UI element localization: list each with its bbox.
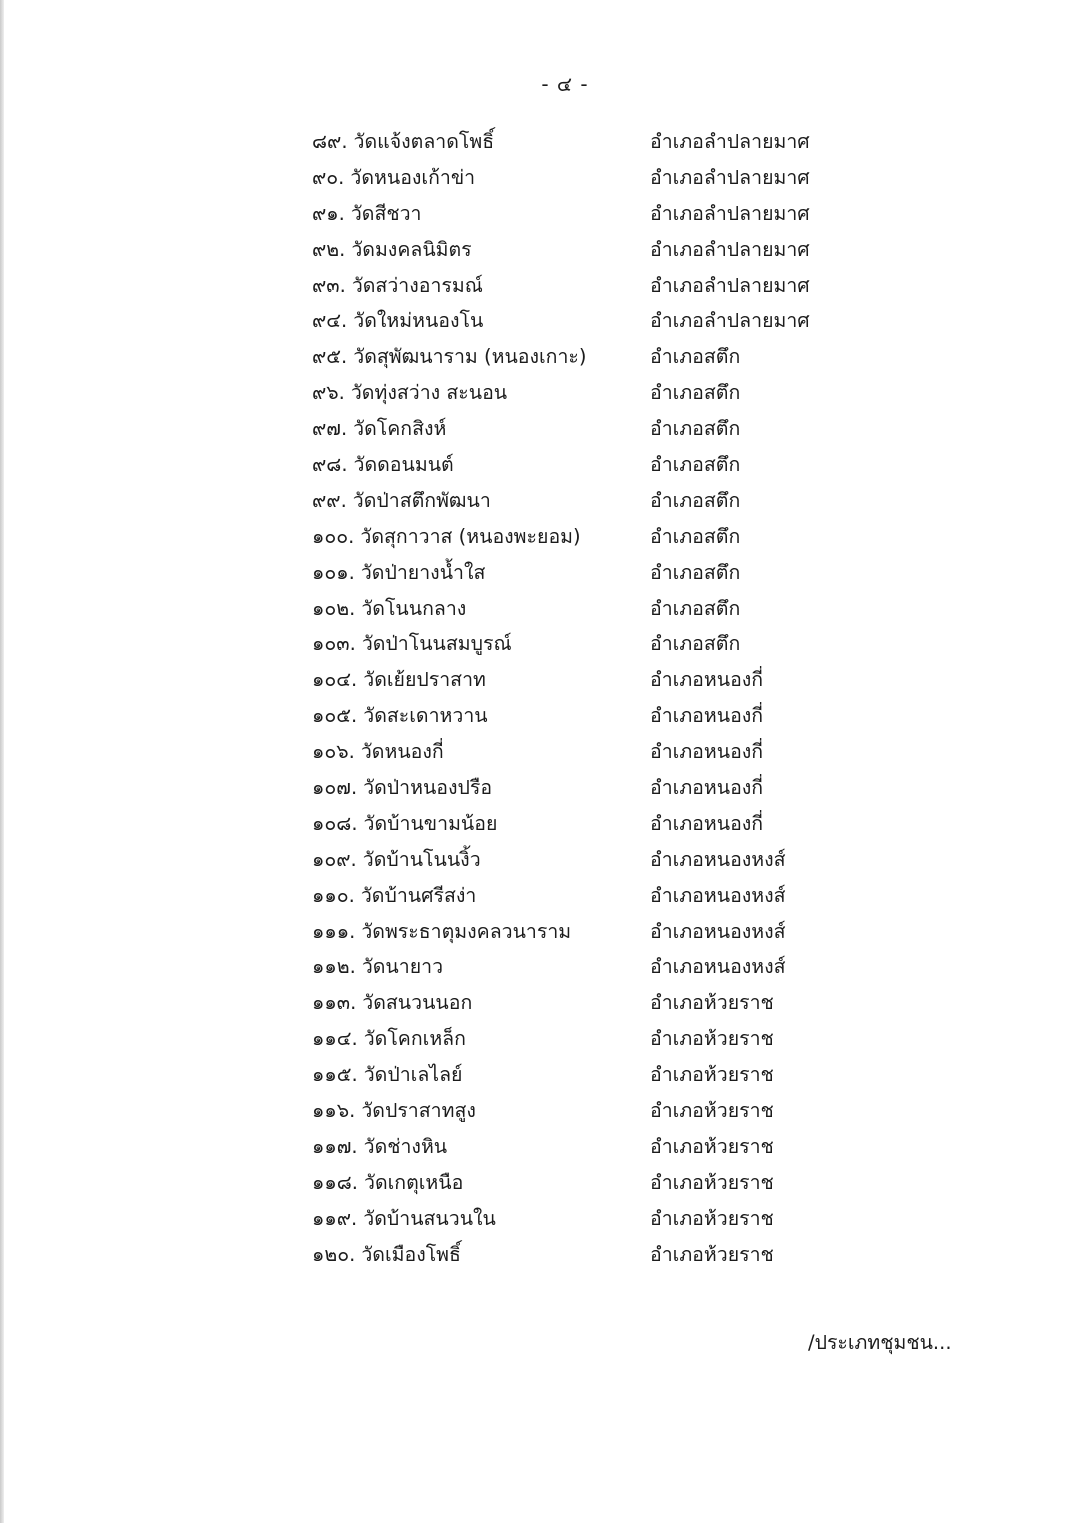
entry-index: ๑๑๔. xyxy=(312,1027,358,1051)
district-name: อำเภอสตึก xyxy=(650,524,741,548)
list-item xyxy=(0,196,1075,232)
district-name: อำเภอสตึก xyxy=(650,488,741,512)
district-name: อำเภอสตึก xyxy=(650,560,741,584)
temple-name: วัดใหม่หนองโน xyxy=(353,309,484,333)
list-item xyxy=(0,1165,1075,1201)
entry-index: ๙๖. xyxy=(312,381,345,405)
entry-index: ๑๐๑. xyxy=(312,560,355,584)
temple-name: วัดทุ่งสว่าง สะนอน xyxy=(350,381,508,405)
list-item xyxy=(0,124,1075,160)
list-item xyxy=(0,339,1075,375)
temple-name: วัดป่าโนนสมบูรณ์ xyxy=(361,632,512,656)
list-item xyxy=(0,411,1075,447)
entry-index: ๑๑๑. xyxy=(312,919,356,943)
temple-name: วัดเย้ยปราสาท xyxy=(363,668,486,692)
temple-name: วัดป่าสตึกพัฒนา xyxy=(352,488,491,512)
list-item xyxy=(0,591,1075,627)
list-item xyxy=(0,519,1075,555)
entry-number xyxy=(312,698,488,734)
list-item xyxy=(0,949,1075,985)
entry-index: ๙๗. xyxy=(312,417,348,441)
list-item xyxy=(0,806,1075,842)
district-name: อำเภอห้วยราช xyxy=(650,1206,774,1230)
temple-name: วัดแจ้งตลาดโพธิ์ xyxy=(353,130,495,153)
district-name: อำเภอสตึก xyxy=(650,345,741,369)
entry-number xyxy=(312,411,446,447)
entry-number xyxy=(312,1057,462,1093)
entry-number xyxy=(312,734,444,770)
list-item xyxy=(0,232,1075,268)
entry-number xyxy=(312,447,454,483)
entry-number xyxy=(312,1201,496,1237)
district-name: อำเภอห้วยราช xyxy=(650,1242,774,1266)
temple-name: วัดเมืองโพธิ์ xyxy=(361,1242,461,1266)
entry-index: ๙๓. xyxy=(312,273,346,297)
entry-number xyxy=(312,196,422,232)
entry-number xyxy=(312,770,492,806)
continuation-note: /ประเภทชุมชน... xyxy=(808,1331,952,1354)
temple-name: วัดหนองกี่ xyxy=(360,740,444,764)
entry-index: ๑๑๖. xyxy=(312,1099,356,1123)
list-item xyxy=(0,626,1075,662)
district-name: อำเภอหนองหงส์ xyxy=(650,883,786,907)
temple-name: วัดดอนมนต์ xyxy=(353,453,454,477)
district-name: อำเภอหนองกี่ xyxy=(650,704,764,728)
entry-number xyxy=(312,375,507,411)
district-name: อำเภอลำปลายมาศ xyxy=(650,273,810,297)
temple-name: วัดโคกสิงห์ xyxy=(353,417,447,441)
entry-index: ๑๐๙. xyxy=(312,847,357,871)
entry-index: ๑๐๐. xyxy=(312,524,355,548)
entry-number xyxy=(312,1237,461,1273)
entry-index: ๙๕. xyxy=(312,345,348,369)
temple-name: วัดโนนกลาง xyxy=(361,596,467,620)
list-item xyxy=(0,842,1075,878)
list-item xyxy=(0,268,1075,304)
list-item xyxy=(0,878,1075,914)
district-name: อำเภอลำปลายมาศ xyxy=(650,237,810,261)
entry-index: ๙๔. xyxy=(312,309,348,333)
temple-name: วัดป่ายางน้ำใส xyxy=(360,560,486,584)
entry-index: ๑๐๖. xyxy=(312,740,355,764)
entry-number xyxy=(312,842,481,878)
entry-number xyxy=(312,1021,466,1057)
district-name: อำเภอลำปลายมาศ xyxy=(650,165,810,189)
district-name: อำเภอสตึก xyxy=(650,417,741,441)
entry-index: ๑๐๕. xyxy=(312,704,358,728)
entry-index: ๘๙. xyxy=(312,130,348,153)
entry-number xyxy=(312,591,466,627)
temple-name: วัดป่าเลไลย์ xyxy=(363,1063,463,1087)
temple-name: วัดสะเดาหวาน xyxy=(363,704,488,728)
district-name: อำเภอห้วยราช xyxy=(650,1099,774,1123)
entry-number xyxy=(312,949,443,985)
district-name: อำเภอหนองหงส์ xyxy=(650,955,786,979)
list-item xyxy=(0,447,1075,483)
list-item xyxy=(0,1021,1075,1057)
list-item xyxy=(0,698,1075,734)
list-item xyxy=(0,914,1075,950)
list-item xyxy=(0,303,1075,339)
district-name: อำเภอลำปลายมาศ xyxy=(650,130,810,153)
entry-index: ๑๑๐. xyxy=(312,883,355,907)
district-name: อำเภอหนองหงส์ xyxy=(650,919,786,943)
temple-list xyxy=(0,124,1075,1273)
district-name: อำเภอห้วยราช xyxy=(650,1170,774,1194)
list-item xyxy=(0,1129,1075,1165)
temple-name: วัดช่างหิน xyxy=(363,1134,448,1158)
temple-name: วัดบ้านขามน้อย xyxy=(363,811,498,835)
temple-name: วัดสนวนนอก xyxy=(362,991,473,1015)
list-item xyxy=(0,1237,1075,1273)
entry-number xyxy=(312,555,485,591)
district-name: อำเภอสตึก xyxy=(650,596,741,620)
list-item xyxy=(0,734,1075,770)
entry-index: ๑๐๔. xyxy=(312,668,358,692)
entry-number xyxy=(312,1093,476,1129)
entry-index: ๑๑๓. xyxy=(312,991,357,1015)
entry-number xyxy=(312,483,491,519)
entry-index: ๑๒๐. xyxy=(312,1242,356,1266)
list-item xyxy=(0,160,1075,196)
district-name: อำเภอห้วยราช xyxy=(650,1134,774,1158)
temple-name: วัดเกตุเหนือ xyxy=(364,1170,464,1194)
list-item xyxy=(0,555,1075,591)
list-item xyxy=(0,483,1075,519)
temple-name: วัดมงคลนิมิตร xyxy=(351,237,472,261)
entry-number xyxy=(312,232,472,268)
list-item xyxy=(0,770,1075,806)
entry-index: ๙๐. xyxy=(312,165,345,189)
temple-name: วัดสว่างอารมณ์ xyxy=(351,273,483,297)
entry-number xyxy=(312,878,476,914)
temple-name: วัดบ้านศรีสง่า xyxy=(360,883,477,907)
district-name: อำเภอสตึก xyxy=(650,453,741,477)
entry-index: ๑๑๙. xyxy=(312,1206,358,1230)
district-name: อำเภอลำปลายมาศ xyxy=(650,309,810,333)
entry-index: ๑๑๕. xyxy=(312,1063,358,1087)
temple-name: วัดบ้านโนนงิ้ว xyxy=(362,847,481,871)
entry-index: ๑๑๘. xyxy=(312,1170,358,1194)
district-name: อำเภอหนองกี่ xyxy=(650,776,764,800)
entry-number xyxy=(312,303,483,339)
entry-index: ๑๐๗. xyxy=(312,776,358,800)
entry-index: ๑๐๓. xyxy=(312,632,356,656)
entry-index: ๙๑. xyxy=(312,201,345,225)
entry-index: ๙๙. xyxy=(312,488,347,512)
entry-number xyxy=(312,662,486,698)
list-item xyxy=(0,1093,1075,1129)
district-name: อำเภอหนองกี่ xyxy=(650,668,764,692)
list-item xyxy=(0,1201,1075,1237)
entry-number xyxy=(312,160,475,196)
entry-number xyxy=(312,1129,447,1165)
entry-number xyxy=(312,1165,463,1201)
temple-name: วัดสีชวา xyxy=(350,201,422,225)
district-name: อำเภอหนองกี่ xyxy=(650,740,764,764)
temple-name: วัดพระธาตุมงคลวนาราม xyxy=(361,919,572,943)
district-name: อำเภอห้วยราช xyxy=(650,1027,774,1051)
list-item xyxy=(0,375,1075,411)
entry-number xyxy=(312,124,494,160)
list-item xyxy=(0,985,1075,1021)
district-name: อำเภอสตึก xyxy=(650,381,741,405)
district-name: อำเภอสตึก xyxy=(650,632,741,656)
district-name: อำเภอหนองกี่ xyxy=(650,811,764,835)
entry-number xyxy=(312,806,497,842)
temple-name: วัดหนองเก้าข่า xyxy=(350,165,476,189)
district-name: อำเภอลำปลายมาศ xyxy=(650,201,810,225)
list-item xyxy=(0,662,1075,698)
temple-name: วัดสุพัฒนาราม (หนองเกาะ) xyxy=(353,345,587,369)
entry-index: ๙๒. xyxy=(312,237,346,261)
temple-name: วัดนายาว xyxy=(361,955,444,979)
entry-number xyxy=(312,519,581,555)
entry-number xyxy=(312,339,587,375)
entry-index: ๙๘. xyxy=(312,453,348,477)
entry-index: ๑๐๒. xyxy=(312,596,356,620)
entry-index: ๑๐๘. xyxy=(312,811,358,835)
list-item xyxy=(0,1057,1075,1093)
temple-name: วัดโคกเหล็ก xyxy=(363,1027,466,1051)
district-name: อำเภอห้วยราช xyxy=(650,1063,774,1087)
district-name: อำเภอหนองหงส์ xyxy=(650,847,786,871)
entry-number xyxy=(312,914,571,950)
entry-number xyxy=(312,626,512,662)
entry-index: ๑๑๒. xyxy=(312,955,356,979)
page-number: - ๔ - xyxy=(541,72,589,96)
district-name: อำเภอห้วยราช xyxy=(650,991,774,1015)
temple-name: วัดบ้านสนวนใน xyxy=(363,1206,496,1230)
entry-number xyxy=(312,985,472,1021)
entry-number xyxy=(312,268,483,304)
temple-name: วัดสุกาวาส (หนองพะยอม) xyxy=(360,524,581,548)
temple-name: วัดป่าหนองปรือ xyxy=(363,776,493,800)
temple-name: วัดปราสาทสูง xyxy=(361,1099,476,1123)
entry-index: ๑๑๗. xyxy=(312,1134,358,1158)
